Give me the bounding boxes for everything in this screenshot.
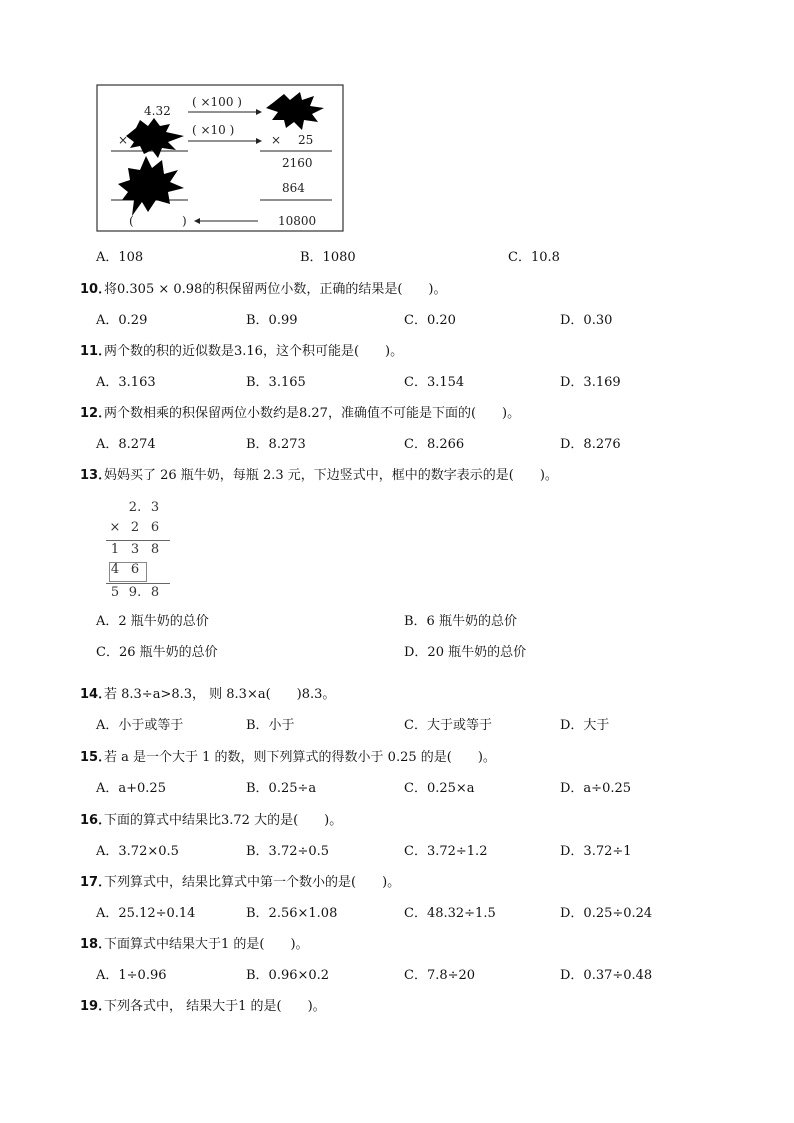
option-a[interactable]: A．a+0.25: [96, 781, 166, 796]
option-a[interactable]: A．25.12÷0.14: [96, 906, 196, 921]
diagram-product: 10800: [278, 214, 317, 228]
diagram-left-top: 4.32: [144, 104, 171, 118]
option-a[interactable]: A．小于或等于: [96, 718, 184, 733]
option-b[interactable]: B．0.96×0.2: [246, 968, 330, 983]
option-c[interactable]: C．0.20: [404, 313, 456, 328]
option-b[interactable]: B．2.56×1.08: [246, 906, 338, 921]
option-d[interactable]: D．8.276: [560, 437, 621, 452]
option-c[interactable]: C．7.8÷20: [404, 968, 476, 983]
v-digit: 6: [130, 562, 140, 577]
option-a[interactable]: A．3.72×0.5: [96, 844, 179, 859]
option-a[interactable]: A．108: [96, 250, 144, 265]
diagram-times-left: ×: [118, 133, 129, 147]
question-text: 下面的算式中结果比3.72 大的是( )。: [104, 813, 343, 828]
question-text: 若 8.3÷a>8.3， 则 8.3×a( )8.3。: [104, 687, 336, 702]
question-17: [0, 873, 794, 893]
option-d[interactable]: D．0.25÷0.24: [560, 906, 653, 921]
question-text: 将0.305 × 0.98的积保留两位小数，正确的结果是( )。: [104, 282, 447, 297]
question-number: 13．: [80, 468, 112, 483]
diagram-times-right: ×: [271, 133, 282, 147]
diagram-paren-open: (: [129, 214, 134, 228]
option-c[interactable]: C．10.8: [508, 250, 560, 265]
ink-blot-3: [118, 156, 184, 216]
question-number: 19．: [80, 999, 112, 1014]
question-number: 15．: [80, 750, 112, 765]
v-digit: 8: [150, 542, 160, 557]
diagram-paren-close: ): [182, 214, 187, 228]
option-d[interactable]: D．大于: [560, 718, 610, 733]
option-b[interactable]: B．0.25÷a: [246, 781, 317, 796]
v-digit: 5: [110, 585, 120, 600]
question-10: [0, 280, 794, 300]
question-11: [0, 342, 794, 362]
question-number: 16．: [80, 813, 112, 828]
question-number: 12．: [80, 406, 112, 421]
option-a[interactable]: A．8.274: [96, 437, 156, 452]
question-text: 下列各式中， 结果大于1 的是( )。: [104, 999, 326, 1014]
question-text: 下列算式中，结果比算式中第一个数小的是( )。: [104, 875, 401, 890]
v-times: ×: [109, 520, 121, 535]
v-digit: 8: [150, 585, 160, 600]
v-digit: 3: [150, 500, 160, 515]
option-b[interactable]: B．3.72÷0.5: [246, 844, 330, 859]
ink-blot-2: [126, 118, 184, 158]
question-number: 11．: [80, 344, 112, 359]
option-d[interactable]: D．0.37÷0.48: [560, 968, 653, 983]
v-digit: 2: [130, 520, 140, 535]
option-b[interactable]: B．8.273: [246, 437, 306, 452]
v-digit: 9.: [128, 585, 142, 600]
option-a[interactable]: A．2 瓶牛奶的总价: [96, 614, 209, 629]
option-d[interactable]: D．20 瓶牛奶的总价: [404, 645, 527, 660]
v-digit: 6: [150, 520, 160, 535]
question-19: [0, 997, 794, 1017]
question-text: 两个数的积的近似数是3.16，这个积可能是( )。: [104, 344, 404, 359]
question-text: 两个数相乘的积保留两位小数约是8.27，准确值不可能是下面的( )。: [104, 406, 521, 421]
option-c[interactable]: C．3.154: [404, 375, 465, 390]
v-digit: 4: [110, 562, 120, 577]
v-digit: 1: [110, 542, 120, 557]
v-line: [106, 583, 170, 584]
option-c[interactable]: C．48.32÷1.5: [404, 906, 496, 921]
question-number: 18．: [80, 937, 112, 952]
option-b[interactable]: B．小于: [246, 718, 295, 733]
option-c[interactable]: C．3.72÷1.2: [404, 844, 488, 859]
question-text: 若 a 是一个大于 1 的数，则下列算式的得数小于 0.25 的是( )。: [104, 750, 496, 765]
option-c[interactable]: C．26 瓶牛奶的总价: [96, 645, 218, 660]
option-a[interactable]: A．3.163: [96, 375, 156, 390]
question-12: [0, 404, 794, 424]
option-c[interactable]: C．8.266: [404, 437, 465, 452]
question-text: 妈妈买了 26 瓶牛奶，每瓶 2.3 元，下边竖式中，框中的数字表示的是( )。: [104, 468, 558, 483]
option-d[interactable]: D．3.169: [560, 375, 621, 390]
option-c[interactable]: C．大于或等于: [404, 718, 492, 733]
v-digit: 2.: [128, 500, 142, 515]
option-a[interactable]: A．0.29: [96, 313, 148, 328]
diagram-op1: ( ×100 ): [192, 95, 242, 109]
question-13: [0, 466, 794, 486]
question-number: 10．: [80, 282, 112, 297]
question-text: 下面算式中结果大于1 的是( )。: [104, 937, 309, 952]
question-14: [0, 685, 794, 705]
option-b[interactable]: B．6 瓶牛奶的总价: [404, 614, 517, 629]
option-d[interactable]: D．3.72÷1: [560, 844, 632, 859]
question-number: 17．: [80, 875, 112, 890]
question-15: [0, 748, 794, 768]
option-d[interactable]: D．0.30: [560, 313, 613, 328]
question-16: [0, 811, 794, 831]
option-b[interactable]: B．3.165: [246, 375, 306, 390]
q13-vertical-multiplication: [104, 500, 174, 605]
v-line: [106, 540, 170, 541]
question-number: 14．: [80, 687, 112, 702]
v-digit: 3: [130, 542, 140, 557]
option-b[interactable]: B．0.99: [246, 313, 298, 328]
option-d[interactable]: D．a÷0.25: [560, 781, 632, 796]
q9-multiplication-diagram: [96, 84, 346, 234]
diagram-partial2: 864: [282, 181, 305, 195]
option-a[interactable]: A．1÷0.96: [96, 968, 167, 983]
diagram-multiplier: 25: [298, 133, 314, 147]
diagram-op2: ( ×10 ): [192, 123, 235, 137]
diagram-partial1: 2160: [282, 156, 313, 170]
option-b[interactable]: B．1080: [300, 250, 356, 265]
ink-blot-1: [266, 92, 324, 130]
question-18: [0, 935, 794, 955]
q9-options: [0, 248, 794, 268]
option-c[interactable]: C．0.25×a: [404, 781, 475, 796]
